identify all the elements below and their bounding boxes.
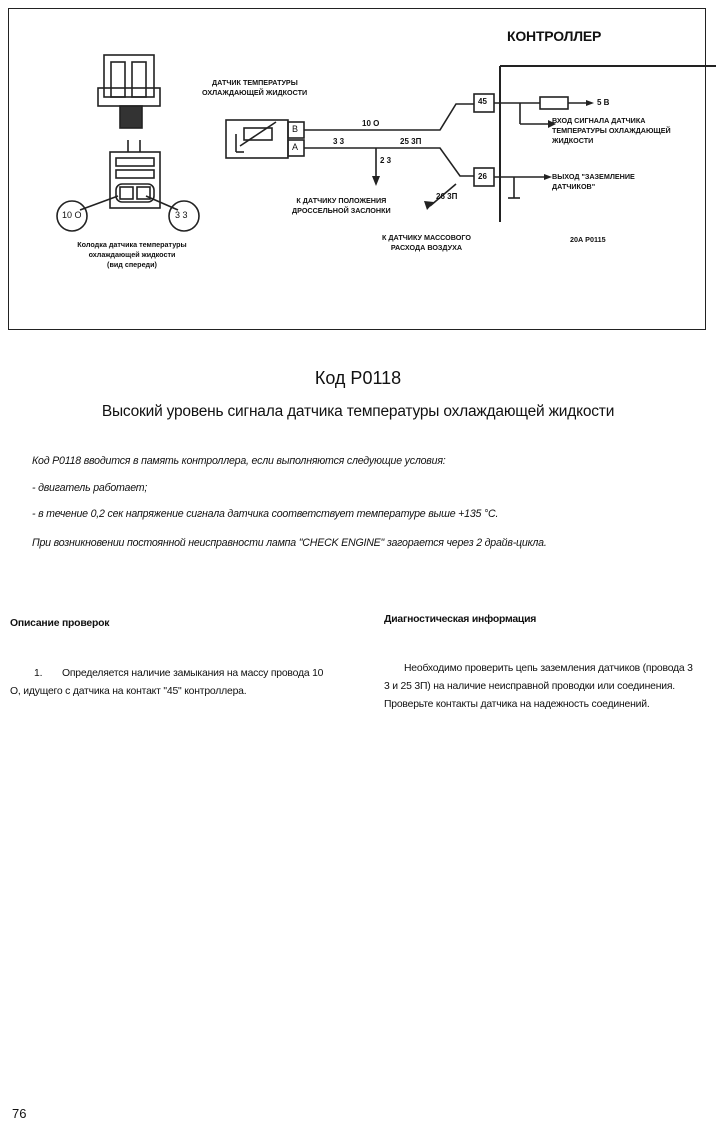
voltage-label: 5 В <box>597 98 610 107</box>
right-column-heading: Диагностическая информация <box>384 614 537 625</box>
condition-item-2: - в течение 0,2 сек напряжение сигнала датчика соответствует температуре выше +135 °С. <box>32 508 499 520</box>
condition-item-1: - двигатель работает; <box>32 482 148 494</box>
contact-45: 45 <box>478 97 487 106</box>
pin-b-label: B <box>292 124 299 134</box>
wire-33: 3 3 <box>333 137 345 146</box>
wiring-diagram <box>0 0 716 340</box>
diag-line-2: 3 и 25 3П) на наличие неисправной проводки или соединения. <box>384 681 675 692</box>
step-line-2: О, идущего с датчика на контакт "45" контроллера. <box>10 686 247 697</box>
wire-23: 2 3 <box>380 156 392 165</box>
throttle-sensor-label: К ДАТЧИКУ ПОЛОЖЕНИЯ ДРОССЕЛЬНОЙ ЗАСЛОНКИ <box>292 196 391 215</box>
code-subtitle: Высокий уровень сигнала датчика температуры охлаждающей жидкости <box>101 403 615 420</box>
sensor-label: ДАТЧИК ТЕМПЕРАТУРЫ ОХЛАЖДАЮЩЕЙ ЖИДКОСТИ <box>202 78 308 97</box>
step-line-1: Определяется наличие замыкания на массу провода 10 <box>62 668 324 679</box>
wire-253p: 25 3П <box>400 137 422 146</box>
connector-label-33: 3 3 <box>175 210 188 220</box>
figure-code: 20А Р0115 <box>570 235 606 244</box>
connector-caption: Колодка датчика температуры охлаждающей жидкости (вид спереди) <box>77 240 187 269</box>
ground-output-label: ВЫХОД "ЗАЗЕМЛЕНИЕ ДАТЧИКОВ" <box>552 172 635 191</box>
pin-a-label: A <box>292 142 299 152</box>
diag-line-3: Проверьте контакты датчика на надежность соединений. <box>384 699 650 710</box>
wire-263p: 26 3П <box>436 192 458 201</box>
diag-line-1: Необходимо проверить цепь заземления датчиков (провода 3 <box>404 663 693 674</box>
step-number: 1. <box>34 668 43 679</box>
lamp-note: При возникновении постоянной неисправности лампа "CHECK ENGINE" загорается через 2 драйв-цикла. <box>32 537 547 549</box>
input-signal-label: ВХОД СИГНАЛА ДАТЧИКА ТЕМПЕРАТУРЫ ОХЛАЖДАЮЩЕЙ ЖИДКОСТИ <box>552 116 671 145</box>
wire-10o: 10 О <box>362 119 380 128</box>
controller-label: КОНТРОЛЛЕР <box>507 28 602 44</box>
maf-sensor-label: К ДАТЧИКУ МАССОВОГО РАСХОДА ВОЗДУХА <box>382 233 471 252</box>
left-column-heading: Описание проверок <box>10 618 110 629</box>
contact-26: 26 <box>478 172 487 181</box>
conditions-intro: Код Р0118 вводится в память контроллера, если выполняются следующие условия: <box>32 455 446 467</box>
connector-label-10o: 10 О <box>62 210 82 220</box>
page-number: 76 <box>12 1106 27 1121</box>
code-title: Код Р0118 <box>314 368 402 388</box>
